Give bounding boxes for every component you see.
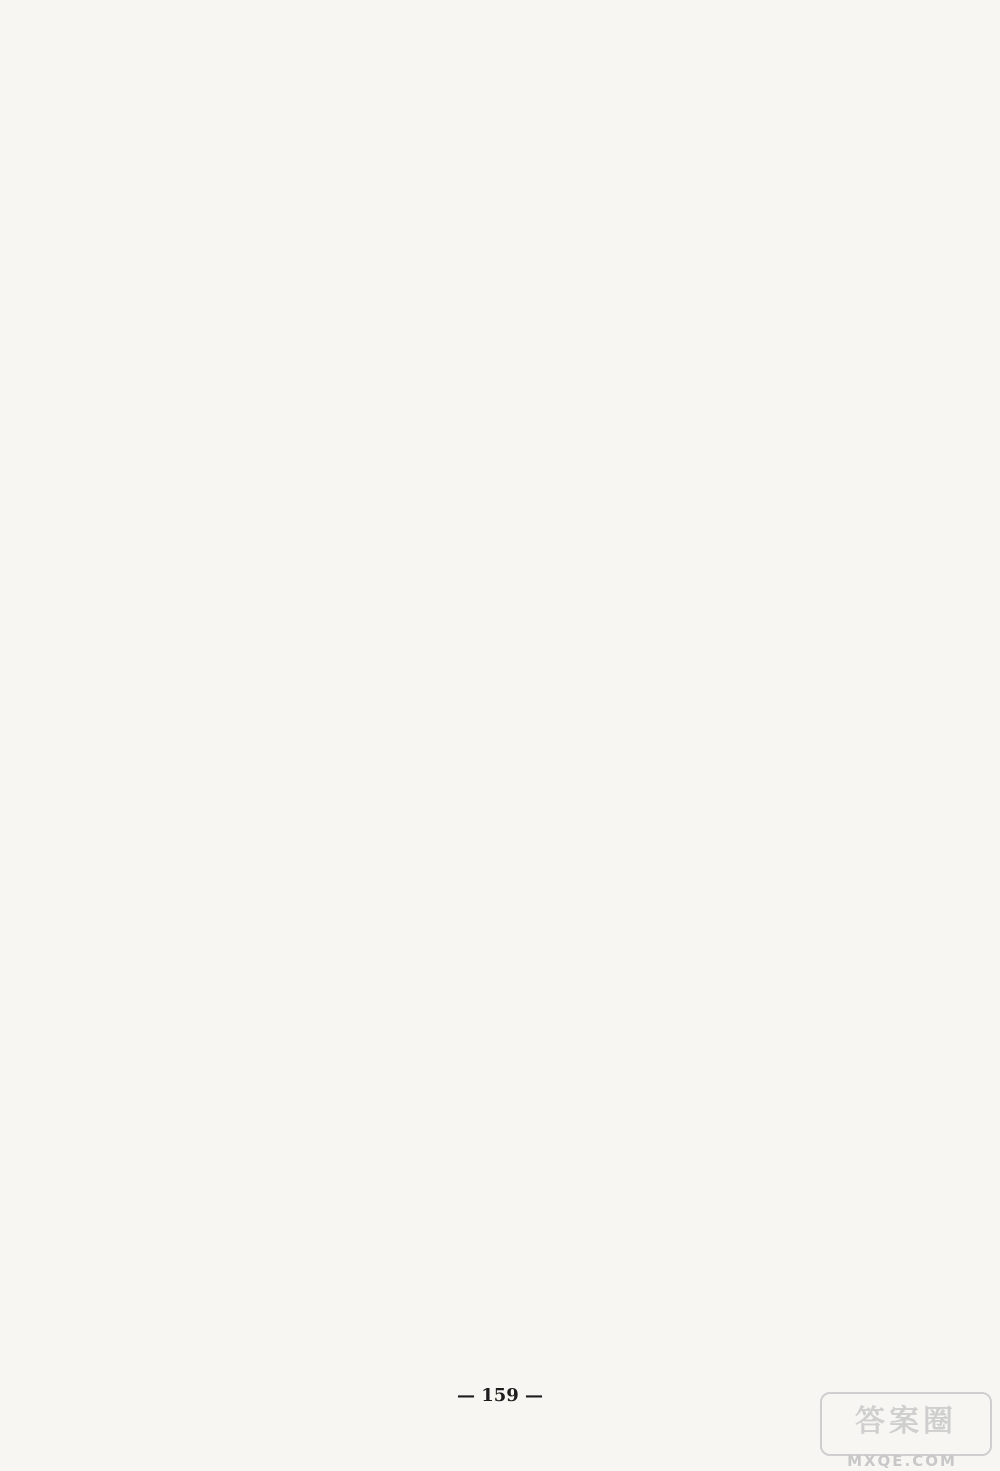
page-number: — 159 — [456,1385,544,1406]
watermark-logo: 答案圈 [820,1392,992,1456]
watermark-url: MXQE.COM [847,1452,957,1470]
